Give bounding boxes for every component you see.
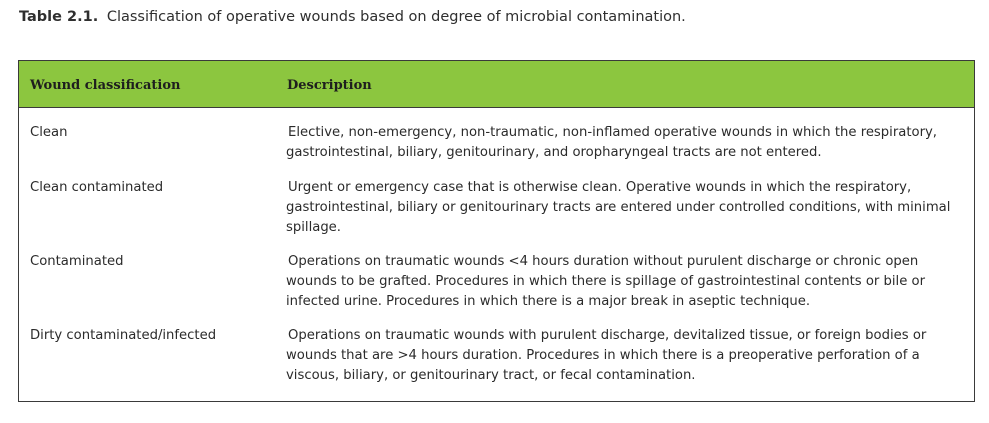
row-classification: Dirty contaminated/infected (30, 328, 217, 343)
row-classification: Clean (30, 125, 68, 140)
row-description: Elective, non-emergency, non-traumatic, non-inflamed operative wounds in which the respiratory, gastrointestinal, biliary, genitourinary, and oropharyngeal tracts are not entered. (286, 125, 938, 160)
row-description: Operations on traumatic wounds with purulent discharge, devitalized tissue, or foreign bodies or wounds that are >4 hours duration. Procedures in which there is a preoperative perforation of a viscous, biliary, or genitourinary tract, or fecal contamination. (286, 328, 927, 383)
table-caption-text: Classification of operative wounds based on degree of microbial contamination. (106, 9, 686, 25)
column-header-classification: Wound classification (30, 78, 181, 93)
table-header-row (19, 61, 974, 108)
row-description: Urgent or emergency case that is otherwise clean. Operative wounds in which the respiratory, gastrointestinal, biliary or genitourinary tracts are entered under controlled conditions, with minimal spillage. (286, 180, 951, 235)
column-header-description: Description (287, 78, 372, 93)
row-description: Operations on traumatic wounds <4 hours duration without purulent discharge or chronic open wounds to be grafted. Procedures in which there is spillage of gastrointestinal contents or bile or infected urine. Procedures in which there is a major break in aseptic technique. (286, 254, 926, 309)
table-caption-label: Table 2.1. (19, 9, 99, 25)
row-classification: Clean contaminated (30, 180, 164, 195)
row-classification: Contaminated (30, 254, 124, 269)
table-caption (19, 9, 686, 25)
wound-classification-table (18, 60, 975, 402)
